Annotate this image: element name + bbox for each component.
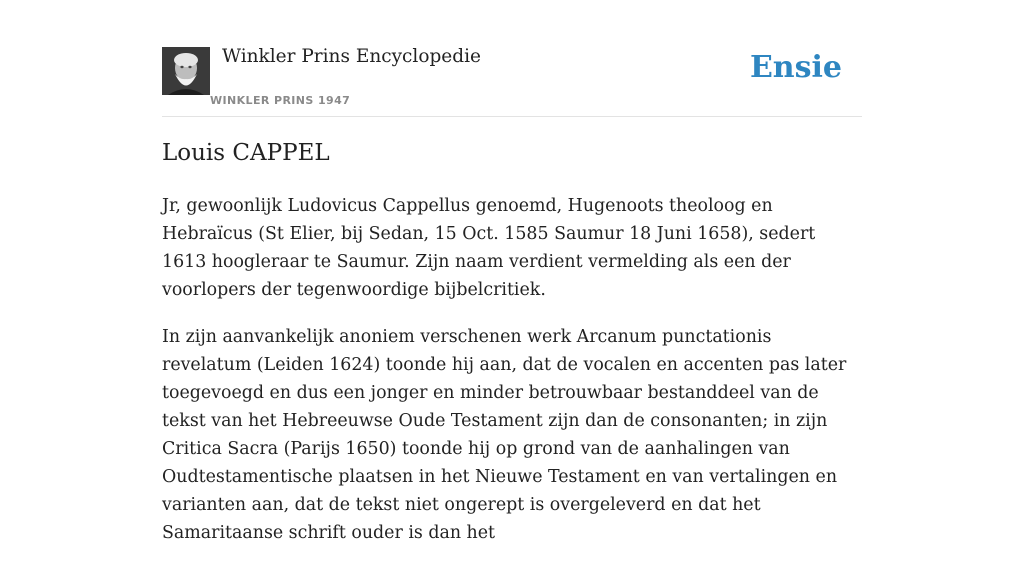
author-avatar[interactable]: [162, 47, 210, 95]
site-title[interactable]: Winkler Prins Encyclopedie: [222, 46, 481, 67]
article-body: [162, 192, 862, 566]
content-column: [162, 0, 862, 543]
source-subtitle[interactable]: WINKLER PRINS 1947: [210, 94, 351, 107]
article-title: Louis CAPPEL: [162, 140, 330, 166]
portrait-icon: [162, 47, 210, 95]
site-header: [162, 0, 862, 117]
article-paragraph: In zijn aanvankelijk anoniem verschenen werk Arcanum punctationis revelatum (Leiden 1624) toonde hij aan, dat de vocalen en accenten pas later toegevoegd en dus een jonger en minder betrouwbaar bestanddeel van de tekst van het Hebreeuwse Oude Testament zijn dan de consonanten; in zijn Critica Sacra (Parijs 1650) toonde hij op grond van de aanhalingen van Oudtestamentische plaatsen in het Nieuwe Testament en van vertalingen en varianten aan, dat de tekst niet ongerept is overgeleverd en dat het Samaritaanse schrift ouder is dan het: [162, 327, 847, 543]
article-paragraph: Jr, gewoonlijk Ludovicus Cappellus genoemd, Hugenoots theoloog en Hebraïcus (St Elier, bij Sedan, 15 Oct. 1585 Saumur 18 Juni 1658), sedert 1613 hoogleraar te Saumur. Zijn naam verdient vermelding als een der voorlopers der tegenwoordige bijbelcritiek.: [162, 196, 816, 300]
ensie-logo[interactable]: Ensie: [749, 50, 842, 85]
